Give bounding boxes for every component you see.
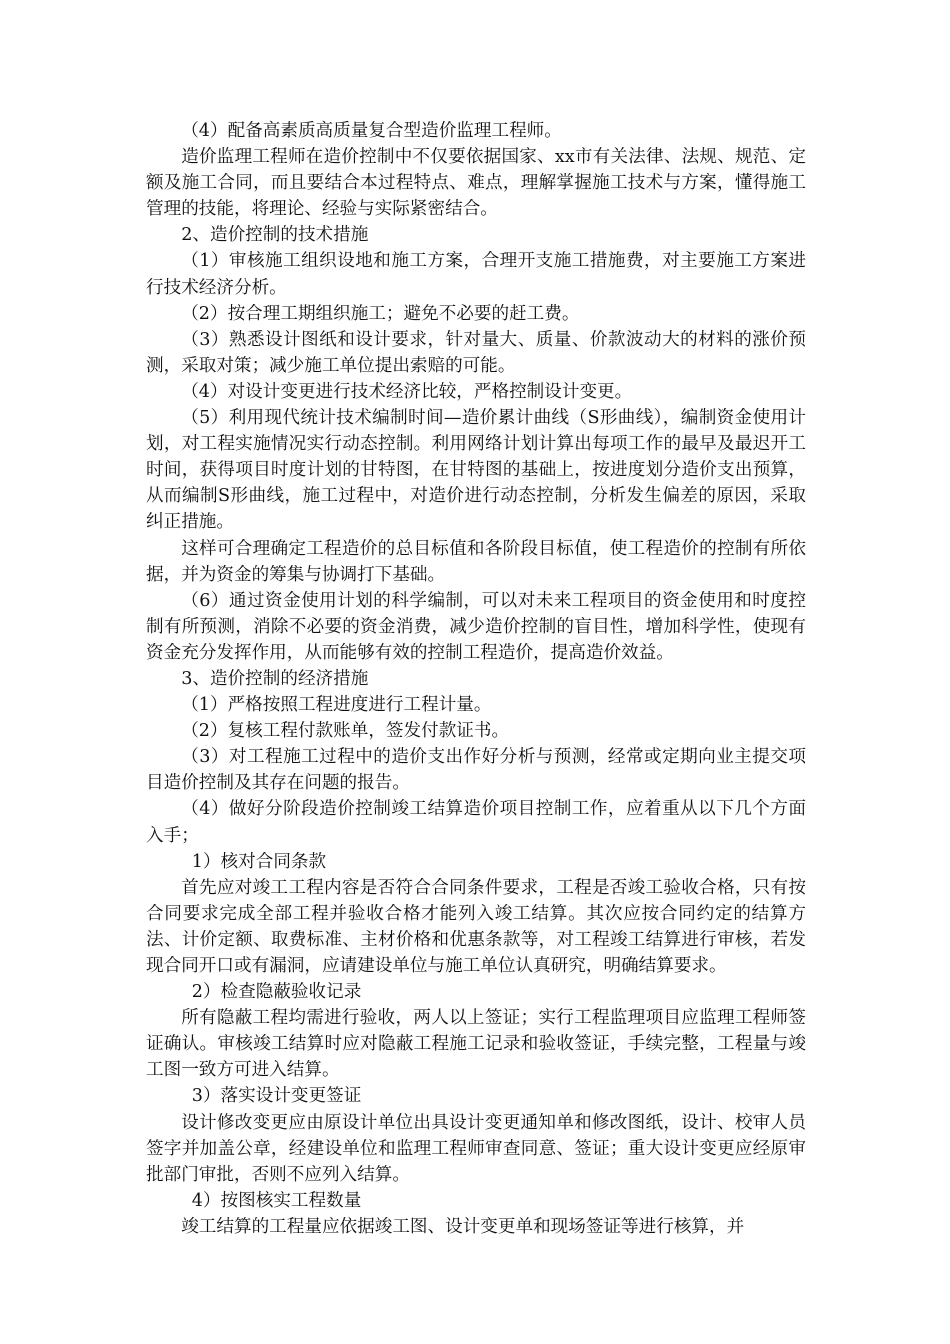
paragraph: （4）配备高素质高质量复合型造价监理工程师。	[181, 121, 562, 141]
paragraph: 所有隐蔽工程均需进行验收，两人以上签证；实行工程监理项目应监理工程师签证确认。审核竣工结算时应对隐蔽工程施工记录和验收签证，手续完整，工程量与竣工图一致方可进入结算。	[146, 1008, 806, 1081]
subsection-heading: 1）核对合同条款	[191, 851, 327, 872]
subsection-heading: 3）落实设计变更签证	[191, 1086, 362, 1107]
paragraph: （6）通过资金使用计划的科学编制，可以对未来工程项目的资金使用和时度控制有所预测，消除不必要的资金消费，减少造价控制的盲目性，增加科学性，使现有资金充分发挥作用，从而能够有效的控制工程造价，提高造价效益。	[146, 590, 806, 663]
paragraph: （2）按合理工期组织施工；避免不必要的赶工费。	[181, 303, 580, 324]
paragraph: （5）利用现代统计技术编制时间—造价累计曲线（S形曲线），编制资金使用计划，对工程实施情况实行动态控制。利用网络计划计算出每项工作的最早及最迟开工时间，获得项目时度计划的甘特图，在甘特图的基础上，按进度划分造价支出预算，从而编制S形曲线，施工过程中，对造价进行动态控制，分析发生偏差的原因，采取纠正措施。	[146, 408, 806, 533]
paragraph: 设计修改变更应由原设计单位出具设计变更通知单和修改图纸，设计、校审人员签字并加盖公章，经建设单位和监理工程师审查同意、签证；重大设计变更应经原审批部门审批，否则不应列入结算。	[146, 1112, 806, 1185]
paragraph: （3）对工程施工过程中的造价支出作好分析与预测，经常或定期向业主提交项目造价控制及其存在问题的报告。	[146, 747, 806, 794]
paragraph: （4）做好分阶段造价控制竣工结算造价项目控制工作，应着重从以下几个方面入手；	[146, 799, 806, 846]
subsection-heading: 4）按图核实工程数量	[191, 1190, 362, 1211]
paragraph: （3）熟悉设计图纸和设计要求，针对量大、质量、价款波动大的材料的涨价预测，采取对策；减少施工单位提出索赔的可能。	[146, 329, 806, 376]
paragraph: 首先应对竣工工程内容是否符合合同条件要求，工程是否竣工验收合格，只有按合同要求完成全部工程并验收合格才能列入竣工结算。其次应按合同约定的结算方法、计价定额、取费标准、主材价格和优惠条款等，对工程竣工结算进行审核，若发现合同开口或有漏洞，应请建设单位与施工单位认真研究，明确结算要求。	[146, 877, 806, 976]
paragraph: 造价监理工程师在造价控制中不仅要依据国家、xx市有关法律、法规、规范、定额及施工合同，而且要结合本过程特点、难点，理解掌握施工技术与方案，懂得施工管理的技能，将理论、经验与实际紧密结合。	[146, 147, 806, 220]
paragraph: （1）严格按照工程进度进行工程计量。	[181, 695, 492, 716]
section-heading: 3、造价控制的经济措施	[181, 668, 369, 689]
paragraph: （1）审核施工组织设地和施工方案，合理开支施工措施费，对主要施工方案进行技术经济分析。	[146, 251, 806, 298]
document-body	[146, 118, 806, 1240]
paragraph: 竣工结算的工程量应依据竣工图、设计变更单和现场签证等进行核算，并	[181, 1216, 745, 1237]
paragraph: 这样可合理确定工程造价的总目标值和各阶段目标值，使工程造价的控制有所依据，并为资金的筹集与协调打下基础。	[146, 538, 806, 585]
paragraph: （2）复核工程付款账单，签发付款证书。	[181, 721, 510, 742]
subsection-heading: 2）检查隐蔽验收记录	[191, 982, 362, 1003]
paragraph: （4）对设计变更进行技术经济比较，严格控制设计变更。	[181, 381, 633, 402]
section-heading: 2、造价控制的技术措施	[181, 225, 369, 246]
